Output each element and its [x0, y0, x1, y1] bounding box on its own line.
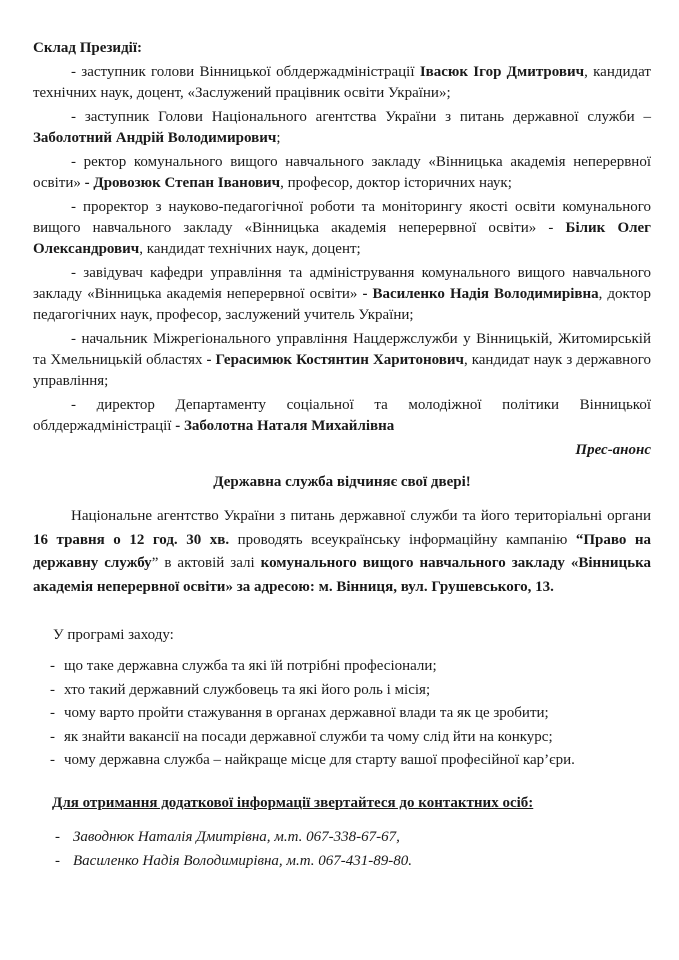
presidium-member: - заступник голови Вінницької облдержадміністрації Івасюк Ігор Дмитрович, кандидат технічних наук, доцент, «Заслужений працівник освіти України»; [33, 64, 651, 101]
bullet-dash: - [50, 681, 55, 698]
presidium-member: - начальник Міжрегіонального управління Нацдержслужби у Вінницькій, Житомирській та Хмельницькій областях - Герасимюк Костянтин Харитонович, кандидат наук з державного управління; [33, 331, 651, 389]
list-item: - хто такий державний службовець та які його роль і місія; [33, 679, 651, 703]
bullet-dash: - [50, 752, 55, 768]
bullet-dash: - [55, 829, 60, 845]
program-list [33, 655, 651, 773]
presidium-member: - проректор з науково-педагогічної роботи та моніторингу якості освіти комунального вищого навчального закладу «Вінницька академія неперервної освіти» - Білик Олег Олександрович, кандидат технічних наук, доцент; [33, 199, 651, 257]
contacts-title: Для отримання додаткової інформації звертайтеся до контактних осіб: [52, 795, 534, 811]
contact-item: - Василенко Надія Володимирівна, м.т. 067-431-89-80. [33, 849, 651, 873]
list-item: - чому державна служба – найкраще місце для старту вашої професійної кар’єри. [33, 749, 651, 773]
presidium-member: - заступник Голови Національного агентства України з питань державної служби – Заболотний Андрій Володимирович; [33, 109, 651, 146]
presidium-member: - завідувач кафедри управління та адміністрування комунального вищого навчального закладу «Вінницька академія неперервної освіти» - Василенко Надія Володимирівна, доктор педагогічних наук, професор, заслужений учитель України; [33, 265, 651, 323]
bullet-dash: - [55, 853, 60, 869]
press-headline: Державна служба відчиняє свої двері! [213, 474, 471, 490]
bullet-dash: - [50, 705, 55, 721]
contact-item: - Заводнюк Наталія Дмитрівна, м.т. 067-338-67-67, [33, 825, 651, 849]
bullet-dash: - [50, 728, 55, 745]
presidium-member: - ректор комунального вищого навчального закладу «Вінницька академія неперервної освіти» - Дровозюк Степан Іванович, професор, доктор історичних наук; [33, 154, 651, 191]
presidium-title: Склад Президії: [33, 40, 142, 56]
list-item: - як знайти вакансії на посади державної служби та чому слід йти на конкурс; [33, 726, 651, 750]
press-intro: Національне агентство України з питань державної служби та його територіальні органи 16 травня о 12 год. 30 хв. проводять всеукраїнську інформаційну кампанію “Право на державну службу” в актовій залі комунального вищого навчального закладу «Вінницька академія неперервної освіти» за адресою: м. Вінниця, вул. Грушевського, 13. [33, 508, 652, 595]
contacts-list [33, 825, 651, 873]
press-label: Прес-анонс [575, 442, 651, 458]
list-item: - що таке державна служба та які їй потрібні професіонали; [33, 655, 651, 679]
presidium-member: - директор Департаменту соціальної та молодіжної політики Вінницької облдержадміністрації - Заболотна Наталя Михайлівна [33, 397, 651, 434]
bullet-dash: - [50, 658, 55, 674]
list-item: - чому варто пройти стажування в органах державної влади та як це зробити; [33, 702, 651, 726]
program-title: У програмі заходу: [53, 627, 174, 643]
presidium-section [33, 38, 651, 437]
